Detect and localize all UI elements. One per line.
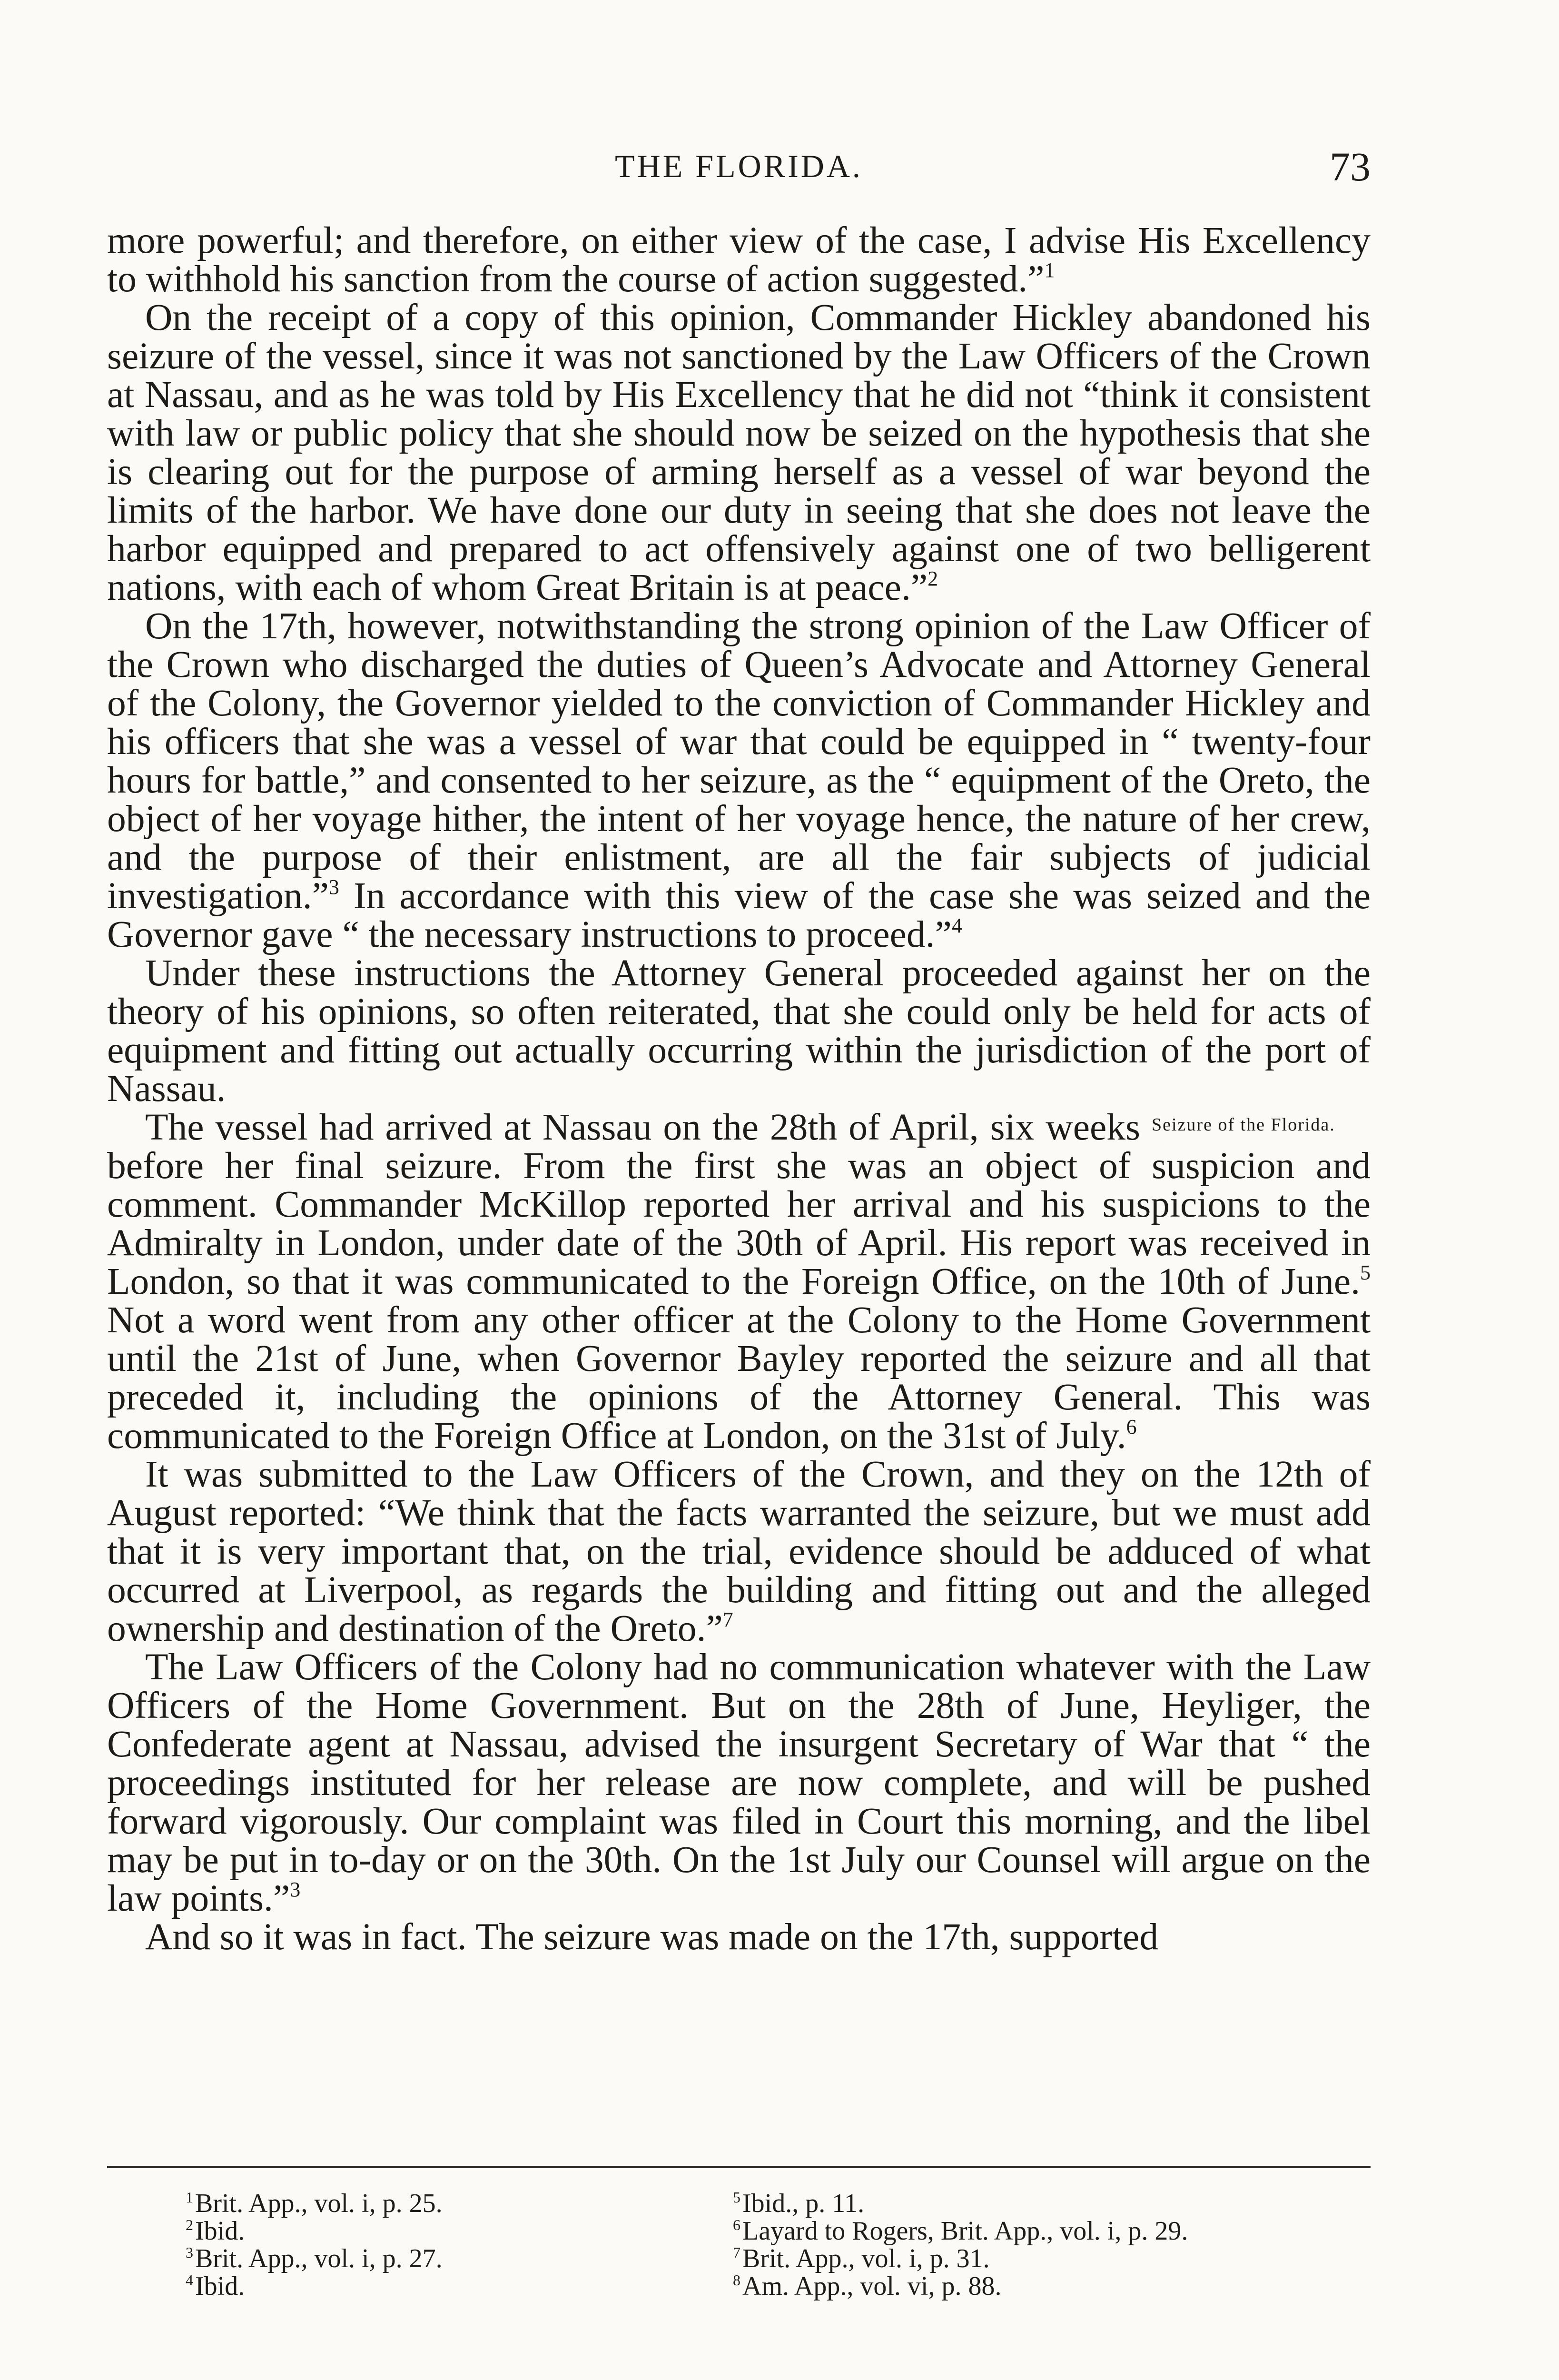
paragraph-text: The Law Officers of the Colony had no communication whatever with the Law Officers of the Home Government. But on the 28th of June, Heyliger, the Confederate agent at Nassau, advised the insurgent Secretary of War that “ the proceedings instituted for her release are now complete, and will be pushed forward vigorously. Our complaint was filed in Court this morning, and the libel may be put in to-day or on the 30th. On the 1st July our Counsel will argue on the law points.” xyxy=(107,1646,1371,1919)
footnote-ref: 3 xyxy=(328,875,339,899)
footnote-mark: 2 xyxy=(186,2216,193,2233)
paragraph-3 xyxy=(107,607,1371,954)
footnote xyxy=(733,2190,1375,2217)
footnote xyxy=(186,2190,757,2217)
paragraph-text: On the receipt of a copy of this opinion, Commander Hickley abandoned his seizure of the vessel, since it was not sanctioned by the Law Officers of the Crown at Nassau, and as he was told by His Excellency that he did not “think it consistent with law or public policy that she should now be seized on the hypothesis that she is clearing out for the purpose of arming herself as a vessel of war beyond the limits of the harbor. We have done our duty in seeing that she does not leave the harbor equipped and prepared to act offensively against one of two belligerent nations, with each of whom Great Britain is at peace.” xyxy=(107,297,1371,608)
footnote-ref: 3 xyxy=(290,1878,301,1901)
page-number: 73 xyxy=(1330,144,1371,189)
footnote-mark: 6 xyxy=(733,2216,740,2233)
footnote-ref: 2 xyxy=(928,567,938,590)
footnote-text: Ibid. xyxy=(195,2216,245,2246)
footnote-mark: 7 xyxy=(733,2244,740,2261)
footnote-mark: 8 xyxy=(733,2271,740,2289)
footnote xyxy=(733,2245,1375,2272)
footnote xyxy=(186,2272,757,2300)
footnote xyxy=(186,2245,757,2272)
paragraph-1 xyxy=(107,221,1371,298)
footnote-ref: 1 xyxy=(1044,258,1055,282)
footnote-ref: 6 xyxy=(1126,1415,1137,1438)
paragraph-text: Under these instructions the Attorney General proceeded against her on the theory of his opinions, so often reiterated, that she could only be held for acts of equipment and fitting out actually occurring within the jurisdiction of the port of Nassau. xyxy=(107,952,1371,1110)
footnote xyxy=(733,2272,1375,2300)
footnote-text: Ibid., p. 11. xyxy=(742,2189,865,2218)
paragraph-6 xyxy=(107,1455,1371,1648)
margin-note: Seizure of the Florida. xyxy=(1152,1115,1335,1135)
footnote-text: Brit. App., vol. i, p. 31. xyxy=(742,2244,990,2273)
paragraph-text: And so it was in fact. The seizure was made on the 17th, supported xyxy=(145,1916,1159,1958)
page-header xyxy=(107,143,1371,195)
footnote-mark: 5 xyxy=(733,2189,740,2206)
paragraph-8 xyxy=(107,1918,1371,1956)
footnote xyxy=(733,2217,1375,2245)
footnote-ref: 7 xyxy=(722,1608,733,1631)
footnote-divider xyxy=(107,2166,1371,2168)
footnote-text: Brit. App., vol. i, p. 25. xyxy=(195,2189,443,2218)
paragraph-4 xyxy=(107,954,1371,1108)
footnote-ref: 5 xyxy=(1360,1261,1371,1284)
footnote-text: Ibid. xyxy=(195,2271,245,2301)
paragraph-text: The vessel had arrived at Nassau on the 28th of April, six weeks before her final seizure. From the first she was an object of suspicion and comment. Commander McKillop reported her arrival and his suspicions to the Admiralty in London, under date of the 30th of April. His report was received in London, so that it was communicated to the Foreign Office, on the 10th of June. xyxy=(107,1106,1371,1302)
footnote-ref: 4 xyxy=(951,914,962,937)
paragraph-text: In accordance with this view of the case she was seized and the Governor gave “ the necessary instructions to proceed.” xyxy=(107,875,1371,955)
paragraph-2 xyxy=(107,298,1371,607)
paragraph-text: On the 17th, however, notwithstanding the strong opinion of the Law Officer of the Crown who discharged the duties of Queen’s Advocate and Attorney General of the Colony, the Governor yielded to the conviction of Commander Hickley and his officers that she was a vessel of war that could be equipped in “ twenty-four hours for battle,” and consented to her seizure, as the “ equipment of the Oreto, the object of her voyage hither, the intent of her voyage hence, the nature of her crew, and the purpose of their enlistment, are all the fair subjects of judicial investigation.” xyxy=(107,605,1371,917)
footnote-mark: 3 xyxy=(186,2244,193,2261)
paragraph-5 xyxy=(107,1108,1371,1455)
paragraph-text: It was submitted to the Law Officers of the Crown, and they on the 12th of August reported: “We think that the facts warranted the seizure, but we must add that it is very important that, on the trial, evidence should be adduced of what occurred at Liverpool, as regards the building and fitting out and the alleged ownership and destination of the Oreto.” xyxy=(107,1453,1371,1649)
footnote-text: Am. App., vol. vi, p. 88. xyxy=(742,2271,1002,2301)
paragraph-7 xyxy=(107,1648,1371,1918)
footnotes-right-column xyxy=(733,2190,1375,2300)
footnote-text: Layard to Rogers, Brit. App., vol. i, p. 29. xyxy=(742,2216,1188,2246)
body-text xyxy=(107,221,1371,1956)
footnote xyxy=(186,2217,757,2245)
footnote-mark: 4 xyxy=(186,2271,193,2289)
footnotes-left-column xyxy=(186,2190,757,2300)
running-head: THE FLORIDA. xyxy=(615,148,863,184)
paragraph-text: more powerful; and therefore, on either view of the case, I advise His Excellency to withhold his sanction from the course of action suggested.” xyxy=(107,219,1371,300)
footnote-text: Brit. App., vol. i, p. 27. xyxy=(195,2244,443,2273)
paragraph-text: Not a word went from any other officer at the Colony to the Home Government until the 21st of June, when Governor Bayley reported the seizure and all that preceded it, including the opinions of the Attorney General. This was communicated to the Foreign Office at London, on the 31st of July. xyxy=(107,1299,1371,1457)
footnote-mark: 1 xyxy=(186,2189,193,2206)
